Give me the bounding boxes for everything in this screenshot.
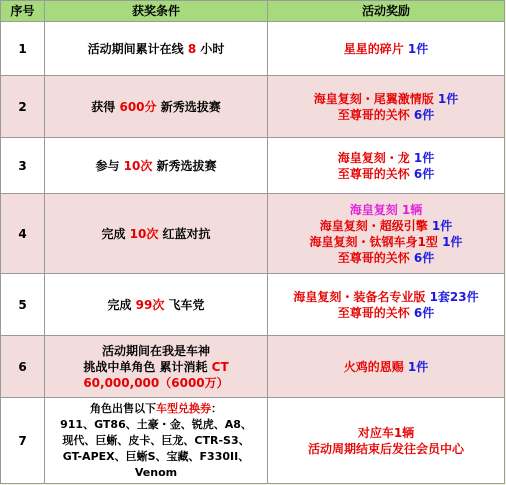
text-segment: 海皇复刻・装备名专业版 [293, 289, 430, 304]
text-segment: 参与 [95, 158, 124, 173]
text-segment: 海皇复刻・龙 [337, 150, 414, 165]
text-segment: 海皇复刻 1辆 [349, 202, 423, 217]
header-reward: 活动奖励 [268, 1, 505, 22]
text-segment: 至尊哥的关怀 [337, 250, 414, 265]
text-line [270, 107, 502, 123]
text-segment: 飞车党 [164, 297, 205, 312]
row-condition [45, 274, 268, 336]
text-segment: 至尊哥的关怀 [337, 107, 414, 122]
text-line [47, 226, 265, 242]
text-segment: 6件 [413, 250, 435, 265]
text-segment: 6件 [413, 107, 435, 122]
text-segment: 99次 [135, 297, 165, 312]
text-line [47, 41, 265, 57]
text-segment: 获得 [91, 99, 120, 114]
text-segment: 1件 [442, 234, 463, 249]
row-condition [45, 398, 268, 484]
row-reward [268, 274, 505, 336]
text-segment: 1件 [437, 91, 459, 106]
text-line [270, 441, 502, 457]
text-segment: ： [211, 401, 222, 415]
text-segment: 活动期间累计在线 [87, 41, 188, 56]
text-segment: 8 [187, 41, 197, 56]
row-index: 1 [1, 22, 45, 76]
table-row [1, 398, 505, 484]
text-segment: 对应车1辆 [357, 425, 415, 440]
row-condition [45, 138, 268, 194]
table-row [1, 336, 505, 398]
row-index: 7 [1, 398, 45, 484]
text-segment: 10次 [129, 226, 159, 241]
text-segment: 完成 [107, 297, 136, 312]
text-segment: 完成 [101, 226, 130, 241]
text-segment: 10次 [123, 158, 153, 173]
row-reward [268, 336, 505, 398]
text-segment: 新秀选拔赛 [156, 99, 221, 114]
text-line [270, 202, 502, 218]
text-segment: CT [211, 359, 229, 374]
table-row [1, 138, 505, 194]
row-condition [45, 336, 268, 398]
text-segment: 1件 [407, 41, 429, 56]
table-row [1, 22, 505, 76]
text-segment: 至尊哥的关怀 [337, 166, 414, 181]
text-line [47, 465, 265, 481]
text-line [270, 91, 502, 107]
text-line [270, 425, 502, 441]
row-reward [268, 194, 505, 274]
text-segment: 星星的碎片 [343, 41, 408, 56]
text-line [270, 166, 502, 182]
text-segment: 6件 [413, 305, 435, 320]
text-segment: 6件 [413, 166, 435, 181]
text-line [47, 433, 265, 449]
text-segment: 海皇复刻・尾翼激情版 [313, 91, 438, 106]
text-line [47, 158, 265, 174]
text-segment: 1件 [431, 218, 453, 233]
row-condition [45, 22, 268, 76]
text-segment: 至尊哥的关怀 [337, 305, 414, 320]
row-reward [268, 398, 505, 484]
text-line [47, 375, 265, 391]
text-segment: 海皇复刻・超级引擎 [319, 218, 432, 233]
text-segment: 火鸡的恩赐 [343, 359, 408, 374]
table-row [1, 274, 505, 336]
text-line [270, 218, 502, 234]
text-segment: 海皇复刻・钛钢车身1型 [309, 234, 443, 249]
row-index: 6 [1, 336, 45, 398]
row-index: 5 [1, 274, 45, 336]
text-line [270, 41, 502, 57]
row-index: 4 [1, 194, 45, 274]
text-segment: 60,000,000（6000万） [83, 375, 229, 390]
text-line [270, 234, 502, 250]
table-row [1, 194, 505, 274]
text-segment: 角色出售以下 [90, 401, 156, 415]
text-segment: 红蓝对抗 [158, 226, 211, 241]
text-line [47, 99, 265, 115]
row-index: 2 [1, 76, 45, 138]
row-index: 3 [1, 138, 45, 194]
text-line [270, 359, 502, 375]
reward-rows [1, 22, 505, 484]
text-line [47, 343, 265, 359]
text-segment: 车型兑换券 [156, 401, 211, 415]
text-segment: 活动期间在我是车神 [101, 343, 210, 358]
text-line [270, 305, 502, 321]
text-segment: 1件 [413, 150, 435, 165]
text-line [47, 297, 265, 313]
row-reward [268, 138, 505, 194]
text-segment: 1套23件 [429, 289, 479, 304]
text-line [270, 150, 502, 166]
text-line [47, 359, 265, 375]
text-line [47, 417, 265, 433]
header-index: 序号 [1, 1, 45, 22]
text-segment: Venom [134, 465, 178, 479]
row-condition [45, 194, 268, 274]
text-segment: 600分 [119, 99, 157, 114]
table-row [1, 76, 505, 138]
header-condition: 获奖条件 [45, 1, 268, 22]
text-line [270, 250, 502, 266]
text-segment: 现代、巨蜥、皮卡、巨龙、CTR-S3、 [62, 433, 250, 447]
text-segment: 小时 [196, 41, 225, 56]
text-segment: 活动周期结束后发往会员中心 [307, 441, 464, 456]
text-segment: 新秀选拔赛 [152, 158, 217, 173]
text-line [270, 289, 502, 305]
header-row [1, 1, 505, 22]
row-reward [268, 22, 505, 76]
text-segment: 1件 [407, 359, 429, 374]
text-line [47, 401, 265, 417]
text-line [47, 449, 265, 465]
text-segment: 挑战中单角色 累计消耗 [83, 359, 212, 374]
text-segment: 911、GT86、土豪・金、锐虎、A8、 [60, 417, 252, 431]
row-reward [268, 76, 505, 138]
text-segment: GT-APEX、巨蜥S、宝藏、F330II、 [62, 449, 250, 463]
row-condition [45, 76, 268, 138]
